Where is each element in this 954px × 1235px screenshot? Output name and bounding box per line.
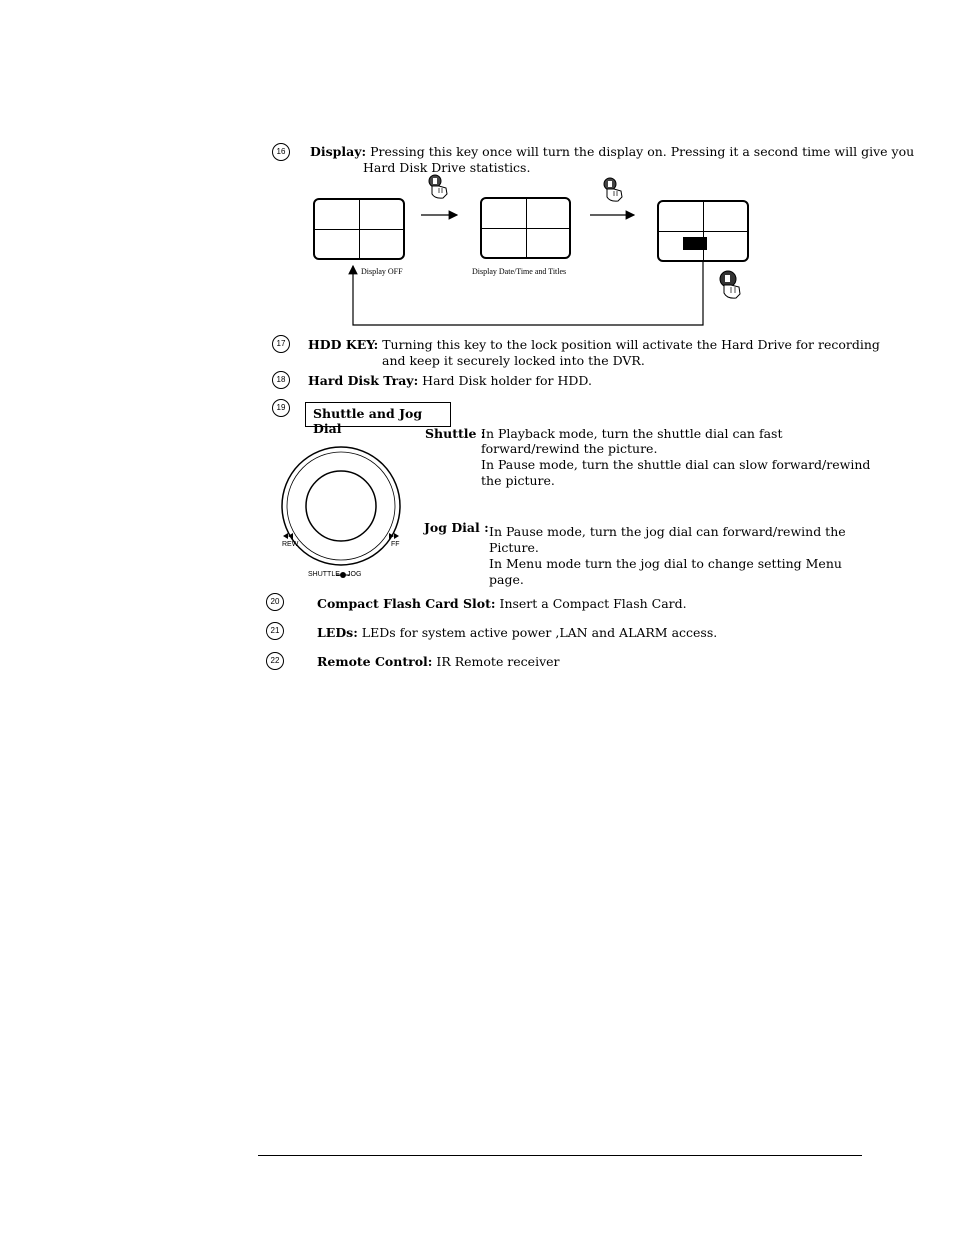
item-22-line1	[317, 654, 560, 670]
jog-desc-line4: page.	[489, 572, 524, 587]
item-16-text: Pressing this key once will turn the display on. Pressing it a second time will give you	[370, 144, 915, 159]
shuttle-desc-line3: In Pause mode, turn the shuttle dial can slow forward/rewind	[481, 457, 871, 472]
jog-desc-line1: In Pause mode, turn the jog dial can forward/rewind the	[489, 524, 846, 539]
item-16-line2: Hard Disk Drive statistics.	[363, 160, 531, 175]
shuttle-desc-line2: forward/rewind the picture.	[481, 441, 658, 456]
item-16-title: Display:	[310, 144, 367, 159]
item-21-line1	[317, 625, 717, 641]
item-17-text: Turning this key to the lock position will activate the Hard Drive for recording	[382, 337, 880, 352]
label-display-off: Display OFF	[361, 267, 403, 276]
dial-rew-label: REW	[282, 541, 299, 548]
item-number-16: 16	[272, 143, 290, 161]
item-21-title: LEDs:	[317, 625, 358, 640]
item-17-line2: and keep it securely locked into the DVR.	[382, 353, 645, 368]
item-number-17: 17	[272, 335, 290, 353]
dial-shuttle-label: SHUTTLE	[308, 571, 340, 578]
shuttle-jog-dial-illustration	[278, 440, 408, 585]
diagram-arrows	[0, 0, 954, 340]
jog-desc-line2: Picture.	[489, 540, 539, 555]
item-20-line1	[317, 596, 687, 612]
item-22-text: IR Remote receiver	[436, 654, 560, 669]
label-display-date: Display Date/Time and Titles	[472, 267, 567, 276]
press-hand-icon	[602, 177, 626, 203]
item-18-title: Hard Disk Tray:	[308, 373, 419, 388]
item-18-text: Hard Disk holder for HDD.	[422, 373, 592, 388]
item-20-title: Compact Flash Card Slot:	[317, 596, 496, 611]
item-number-20: 20	[266, 593, 284, 611]
press-hand-icon	[427, 174, 451, 200]
shuttle-desc-line1: In Playback mode, turn the shuttle dial can fast	[481, 426, 783, 441]
item-number-18: 18	[272, 371, 290, 389]
jog-label: Jog Dial :	[424, 520, 489, 535]
item-20-text: Insert a Compact Flash Card.	[499, 596, 687, 611]
press-hand-icon	[718, 270, 744, 300]
item-18-line1	[308, 373, 592, 389]
item-17-title: HDD KEY:	[308, 337, 379, 352]
shuttle-desc-line4: the picture.	[481, 473, 555, 488]
item-17-line1	[308, 337, 880, 353]
item-21-text: LEDs for system active power ,LAN and ALARM access.	[361, 625, 718, 640]
item-number-19: 19	[272, 399, 290, 417]
footer-rule	[258, 1155, 862, 1156]
shuttle-label: Shuttle :	[425, 426, 486, 441]
item-number-22: 22	[266, 652, 284, 670]
item-number-21: 21	[266, 622, 284, 640]
dial-ff-label: FF	[391, 541, 400, 548]
shuttle-jog-box: Shuttle and Jog Dial	[305, 402, 451, 427]
item-22-title: Remote Control:	[317, 654, 433, 669]
jog-desc-line3: In Menu mode turn the jog dial to change setting Menu	[489, 556, 842, 571]
dial-jog-label: JOG	[347, 571, 362, 578]
